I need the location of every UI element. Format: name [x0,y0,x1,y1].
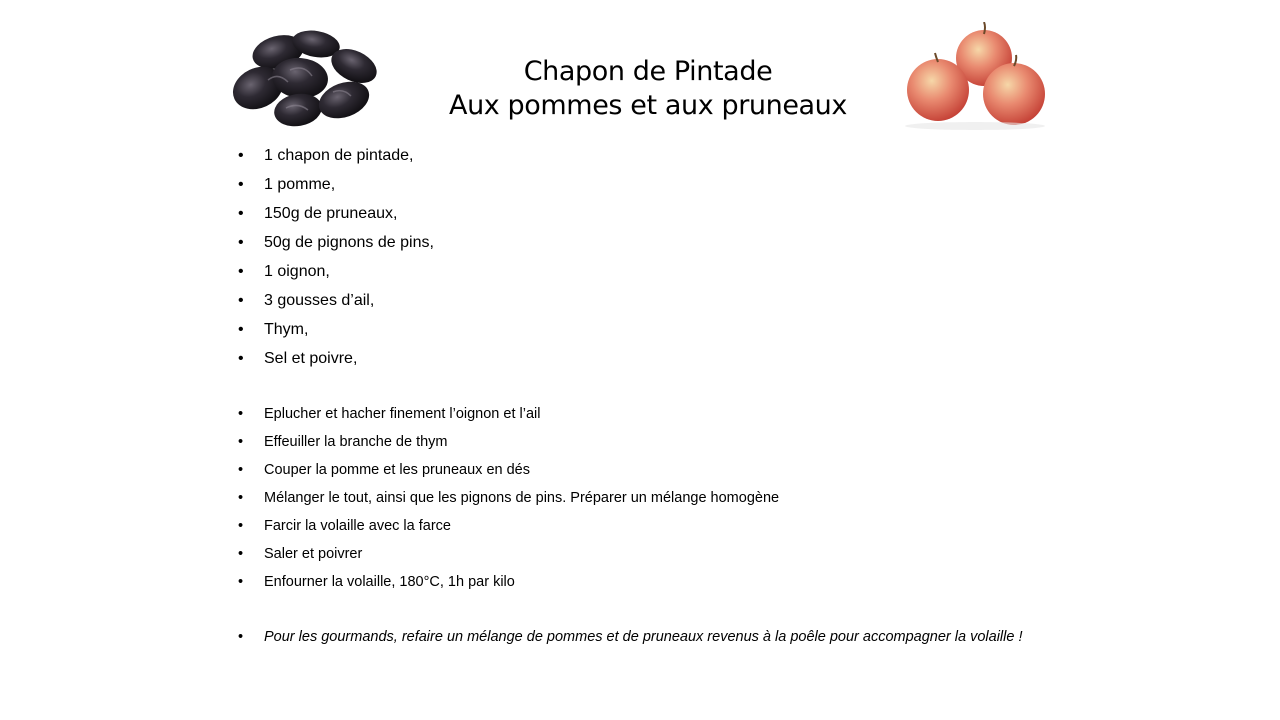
bullet-icon: • [238,406,244,422]
list-item: • 150g de pruneaux, [238,199,434,228]
bullet-icon: • [238,574,244,590]
bullet-icon: • [238,462,244,478]
list-item: • Enfourner la volaille, 180°C, 1h par kilo [238,568,779,596]
prunes-image [228,30,383,130]
steps-list [238,400,779,596]
apples-image [900,22,1050,132]
list-item: • Eplucher et hacher finement l’oignon et l’ail [238,400,779,428]
list-item: • Sel et poivre, [238,344,434,373]
list-item: • Saler et poivrer [238,540,779,568]
bullet-icon: • [238,350,244,367]
list-item: • Mélanger le tout, ainsi que les pignons de pins. Préparer un mélange homogène [238,484,779,512]
bullet-icon: • [238,292,244,309]
list-item: • Thym, [238,315,434,344]
bullet-icon: • [238,518,244,534]
ingredients-list [238,141,434,373]
list-item: • 1 pomme, [238,170,434,199]
title-line-2: Aux pommes et aux pruneaux [449,90,847,121]
bullet-icon: • [238,490,244,506]
list-item: • Effeuiller la branche de thym [238,428,779,456]
list-item: • 3 gousses d’ail, [238,286,434,315]
bullet-icon: • [238,205,244,222]
list-item: • 1 oignon, [238,257,434,286]
list-item: • Couper la pomme et les pruneaux en dés [238,456,779,484]
title-line-1: Chapon de Pintade [523,56,773,87]
bullet-icon: • [238,234,244,251]
bullet-icon: • [238,629,244,645]
bullet-icon: • [238,321,244,338]
bullet-icon: • [238,147,244,164]
bullet-icon: • [238,434,244,450]
serving-note [238,623,1022,651]
bullet-icon: • [238,263,244,280]
list-item: • Farcir la volaille avec la farce [238,512,779,540]
list-item: • Pour les gourmands, refaire un mélange de pommes et de pruneaux revenus à la poêle pour accompagner la volaille ! [238,623,1022,651]
list-item: • 1 chapon de pintade, [238,141,434,170]
bullet-icon: • [238,546,244,562]
bullet-icon: • [238,176,244,193]
recipe-title [430,55,866,123]
list-item: • 50g de pignons de pins, [238,228,434,257]
